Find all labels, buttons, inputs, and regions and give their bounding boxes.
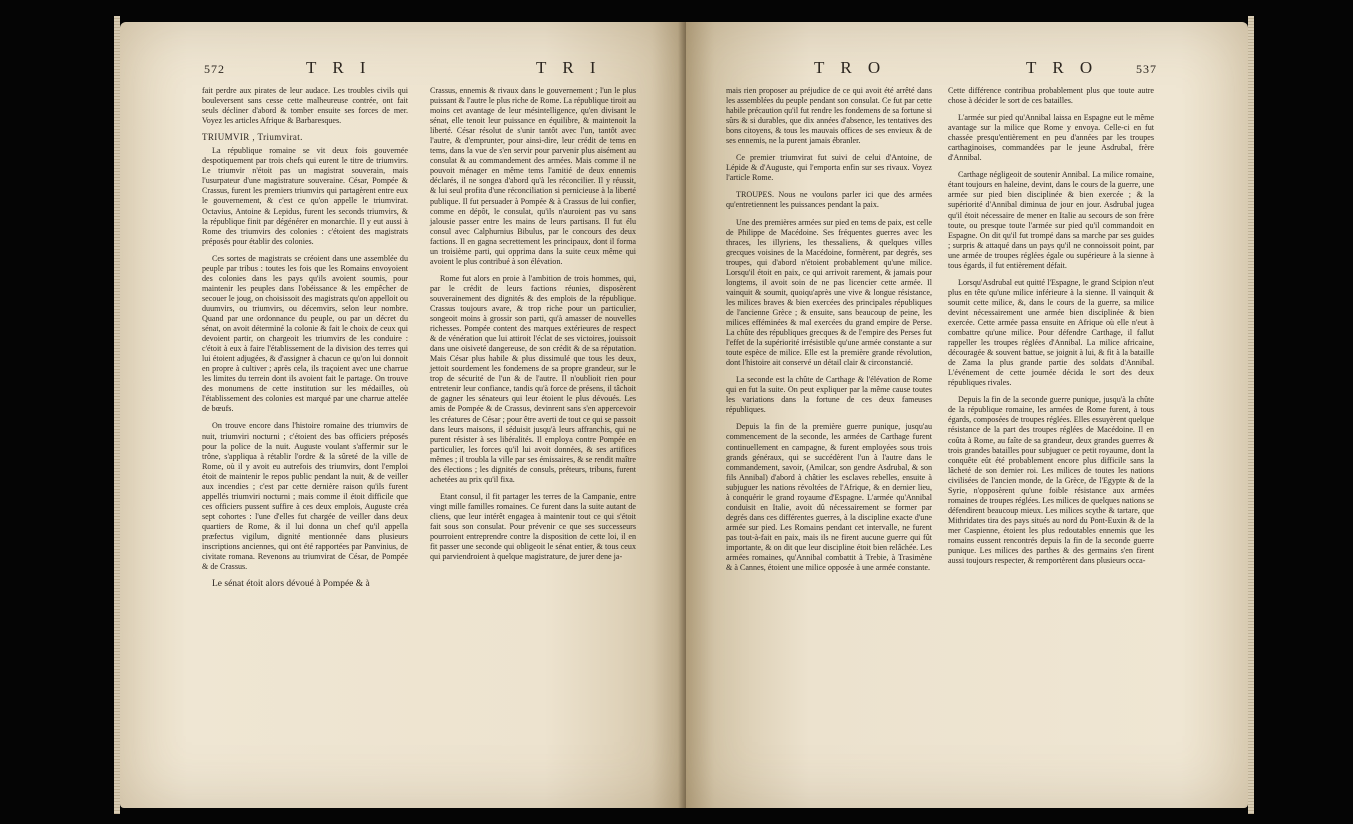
paragraph: Le sénat étoit alors dévoué à Pompée & à bbox=[212, 579, 370, 590]
article-heading: TRIUMVIR , Triumvirat. bbox=[202, 132, 303, 143]
left-column-2 bbox=[430, 86, 636, 562]
page-edges-right bbox=[1248, 16, 1254, 814]
paragraph: La seconde est la chûte de Carthage & l'élévation de Rome qui en fut la suite. On peut expliquer par la même cause toutes les variations dans la fortune de ces deux fameuses républiques. bbox=[726, 375, 932, 415]
right-running-head bbox=[686, 58, 1248, 80]
right-column-1 bbox=[726, 86, 932, 573]
right-page-number: 537 bbox=[1136, 62, 1157, 76]
paragraph: Depuis la fin de la seconde guerre punique, jusqu'à la chûte de la république romaine, les armées de Rome furent, à tous égards, composées de troupes réglées. Elles essuyèrent quelque résistance de la part des troupes réglées de Macédoine. Il en coûta à Rome, au faîte de sa grandeur, deux grandes guerres & trois grandes batailles pour subjuguer ce petit royaume, dont la conquête eût été probablement encore plus difficile sans la lâcheté de son dernier roi. Les milices de toutes les nations civilisées de l'ancien monde, de la Grèce, de l'Egypte & de la Syrie, n'opposèrent qu'une foible résistance aux armées romaines de troupes réglées. Les milices de quelques nations se défendirent beaucoup mieux. Les milices scythe & tartare, que Mithridates tira des pays situés au nord du Pont-Euxin & de la mer Caspienne, étoient les plus redoutables ennemis que les romains eussent rencontrés depuis la fin de la seconde guerre punique. Les milices des parthes & des germains s'en firent aussi toujours respecter, & remportèrent dans plusieurs occa- bbox=[948, 395, 1154, 566]
right-running-title-a: T R O bbox=[814, 58, 887, 77]
paragraph: L'armée sur pied qu'Annibal laissa en Espagne eut le même avantage sur la milice que Rome y envoya. Celle-ci en fut chassée presqu'entièrement en peu d'années par les troupes carthaginoises, commandées par le jeune Asdrubal, frère d'Annibal. bbox=[948, 113, 1154, 163]
left-column-1 bbox=[202, 86, 408, 590]
paragraph: Ces sortes de magistrats se créoient dans une assemblée du peuple par tribus : toutes les fois que les Romains envoyoient des colonies dans les pays qu'ils avoient soumis, pour maintenir les peuples dans l'obéissance & les empêcher de secouer le joug, on choisissoit des magistrats qu'on appelloit ou duumvirs, ou triumvirs, ou décemvirs, selon leur nombre. Quand par une ordonnance du peuple, ou par un décret du sénat, on avoit déterminé la colonie & fait le choix de ceux qui devoient partir, on chargeoit les triumvirs de les conduire : c'étoit à eux à faire l'établissement de la division des terres qui lui étoient adjugées, & d'assigner à chacun ce qu'on lui donnoit en propre à cultiver ; après cela, ils traçoient avec une charrue les limites du terrein dont ils avoient fait le partage. On trouve des monumens de cette institution sur les médailles, où l'établissement des colonies est marqué par une charrue attelée de bœufs. bbox=[202, 253, 408, 414]
paragraph: fait perdre aux pirates de leur audace. Les troubles civils qui bouleversent sans cesse cette malheureuse contrée, ont fait seuls décliner d'abord & tomber ensuite ses forces de mer. Voyez les articles Afrique & Barbaresques. bbox=[202, 86, 408, 126]
paragraph: Ce premier triumvirat fut suivi de celui d'Antoine, de Lépide & d'Auguste, qui l'emporta enfin sur ses rivaux. Voyez l'article Rome. bbox=[726, 153, 932, 183]
right-page bbox=[686, 22, 1248, 808]
paragraph: TROUPES. Nous ne voulons parler ici que des armées qu'entretiennent les puissances pendant la paix. bbox=[726, 190, 932, 210]
paragraph: La république romaine se vit deux fois gouvernée despotiquement par trois chefs qui eurent le titre de triumvirs. Le triumvir n'étoit pas un magistrat souverain, mais l'usurpateur d'une magistrature souveraine. César, Pompée & Crassus, furent les premiers triumvirs qui partagèrent entre eux le gouvernement, & c'est ce qu'on appelle le triumvirat. Octavius, Antoine & Lepidus, furent les seconds triumvirs, & la république finit par dégénérer en monarchie. Il y eut aussi à Rome des triumvirs des colonies : c'étoient des magistrats préposés pour établir des colonies. bbox=[202, 146, 408, 246]
open-book bbox=[120, 14, 1248, 814]
right-running-title-b: T R O bbox=[1026, 58, 1099, 77]
left-running-head bbox=[120, 58, 686, 80]
paragraph: Carthage négligeoit de soutenir Annibal. La milice romaine, étant toujours en haleine, devint, dans le cours de la guerre, une armée sur pied bien disciplinée & bien exercée ; & la supériorité d'Annibal diminua de jour en jour. Asdrubal jugea qu'il étoit nécessaire de mener en Italie au secours de son frère toute, ou presque toute l'armée sur pied qu'il commandoit en Espagne. On dit qu'il fut trompé dans sa marche par ses guides ; surpris & attaqué dans un pays qu'il ne connoissoit point, par une armée de troupes réglées égale ou supérieure à la sienne à tous égards, il fut entièrement défait. bbox=[948, 170, 1154, 270]
paragraph: mais rien proposer au préjudice de ce qui avoit été arrêté dans les assemblées du peuple pendant son consulat. Ce fut par cette habile précaution qu'il fut rendre les fondemens de sa fortune si sûrs & si durables, que dix années d'absence, les tentatives des bons citoyens, & tous les mauvais offices de ses envieux & de ses ennemis, ne la purent jamais ébranler. bbox=[726, 86, 932, 146]
left-running-title-b: T R I bbox=[536, 58, 602, 77]
paragraph: Depuis la fin de la première guerre punique, jusqu'au commencement de la seconde, les armées de Carthage furent continuellement en campagne, & furent employées sous trois grands généraux, qui se succédèrent l'un à l'autre dans le commandement, savoir, (Amilcar, son gendre Asdrubal, & son fils Annibal) d'abord à châtier les esclaves rebelles, ensuite à subjuguer les nations révoltées de l'Afrique, & en dernier lieu, à conquérir le grand royaume d'Espagne. L'armée qu'Annibal conduisit en Italie, avoit dû nécessairement se former par degrés dans ces différentes guerres, à la discipline exacte d'une armée sur pied. Les Romains pendant cet intervalle, ne furent pas tout-à-fait en paix, mais ils ne firent aucune guerre qui fût importante, & on dit que leur discipline étoit bien relâchée. Les armées romaines, qu'Annibal combattit à Trebie, à Trasimène & à Cannes, étoient une milice opposée à une armée constante. bbox=[726, 422, 932, 573]
paragraph: On trouve encore dans l'histoire romaine des triumvirs de nuit, triumviri nocturni ; c'étoient des bas officiers préposés pour la police de la nuit. Auguste voulant s'affermir sur le trône, s'appliqua à rétablir l'ordre & la sûreté de la ville de Rome, où il y avoit eu autrefois des triumvirs, dont l'emploi étoit de maintenir le repos public pendant la nuit, & de veiller aux incendies ; c'est par cette dernière raison qu'ils furent appellés triumviri nocturni ; mais comme il étoit difficile que ces officiers pussent suffire à ces deux emplois, Auguste créa sept cohortes : l'une d'elles fut chargée de veiller dans deux quartiers de Rome, & il lui donna un chef qu'il appella præfectus vigilum, dignité mentionnée dans plusieurs inscriptions anciennes, qui ont été rapportées par Panvinius, de civitate romana. Revenons au triumvirat de César, de Pompée & de Crassus. bbox=[202, 421, 408, 572]
paragraph: Crassus, ennemis & rivaux dans le gouvernement ; l'un le plus puissant & l'autre le plus riche de Rome. La république tiroit au moins cet avantage de leur mésintelligence, qu'en divisant le sénat, elle tenoit leur puissance en équilibre, & maintenoit la liberté. César résolut de s'unir tantôt avec l'un, tantôt avec l'autre, & d'emprunter, pour ainsi-dire, leur crédit de tems en tems, dans la vue de s'en servir pour parvenir plus aisément au consulat & au commandement des armées. Mais comme il ne pouvoit ménager en même tems l'amitié de deux ennemis déclarés, il ne songea d'abord qu'à les réconcilier. Il y réussit, & lui seul profita d'une réconciliation si pernicieuse à la liberté publique. Il fut persuader à Pompée & à Crassus de lui confier, comme en dépôt, le consulat, qu'ils n'auroient pas vu sans jalousie passer entre les mains de leurs partisans. Il fut élu consul avec Calphurnius Bibulus, par le concours des deux factions. Il en gagna secrettement les principaux, dont il forma un troisième parti, qui opprima dans la suite ceux même qui avoient le plus contribué à son élévation. bbox=[430, 86, 636, 266]
paragraph: Lorsqu'Asdrubal eut quitté l'Espagne, le grand Scipion n'eut plus en tête qu'une milice inférieure à la sienne. Il vainquit & soumit cette milice, &, dans le cours de la guerre, sa milice devint nécessairement une armée bien disciplinée & bien exercée. Cette armée passa ensuite en Afrique où elle n'eut à combattre qu'une milice. Pour défendre Carthage, il fallut rappeller les troupes réglées d'Annibal. La milice africaine, découragée & souvent battue, se joignit à lui, & fit à la bataille de Zama la plus grande partie des soldats d'Annibal. L'événement de cette journée décida le sort des deux républiques rivales. bbox=[948, 277, 1154, 388]
left-page-number: 572 bbox=[204, 62, 225, 76]
right-column-2 bbox=[948, 86, 1154, 566]
paragraph: Une des premières armées sur pied en tems de paix, est celle de Philippe de Macédoine. Ses fréquentes guerres avec les thraces, les illyriens, les thessaliens, & quelques villes grecques voisines de la Macédoine, formèrent, par degrés, ses troupes, qui d'abord n'étoient probablement qu'une milice. Lorsqu'il étoit en paix, ce qui arrivoit rarement, & jamais pour longtems, il avoit soin de ne pas licencier cette armée. Il vainquit & soumit, quoiqu'après une vive & longue résistance, les milices braves & bien exercées des principales républiques de l'ancienne Grèce ; & ensuite, sans beaucoup de peine, les milices efféminées & mal exercées du grand empire de Perse. La chûte des républiques grecques & de l'empire des Perses fut l'effet de la supériorité irrésistible qu'une armée constante a sur toute espèce de milice. Elle est la première grande révolution, dont l'histoire ait conservé un détail clair & circonstancié. bbox=[726, 217, 932, 368]
paragraph: Cette différence contribua probablement plus que toute autre chose à décider le sort de ces batailles. bbox=[948, 86, 1154, 106]
left-page bbox=[120, 22, 686, 808]
paragraph: Rome fut alors en proie à l'ambition de trois hommes, qui, par le crédit de leurs factions réunies, disposèrent souverainement des dignités & des emplois de la république. Crassus toujours avare, & trop riche pour un particulier, songeoit moins à grossir son parti, qu'à amasser de nouvelles richesses. Pompée content des marques extérieures de respect & de vénération que lui attiroit l'éclat de ses victoires, jouissoit dans une oisiveté dangereuse, de son crédit & de sa réputation. Mais César plus habile & plus dissimulé que tous les deux, jettoit sourdement les fondemens de sa propre grandeur, sur le trop de sécurité de l'un & de l'autre. Il n'oublioit rien pour entretenir leur confiance, tandis qu'à force de présens, il tâchoit de gagner les sénateurs qui leur étoient le plus dévoués. Les amis de Pompée & de Crassus, devinrent sans s'en appercevoir les créatures de César ; pour être averti de tout ce qui se passoit dans leurs maisons, il séduisit jusqu'à leurs affranchis, qui ne purent résister à ses libéralités. Il employa contre Pompée en particulier, les forces qu'il lui avoit données, & ses artifices mêmes ; il troubla la ville par ses émissaires, & se rendit maître des élections ; les dignités de consuls, préteurs, tribuns, furent achetées au prix qu'il fixa. bbox=[430, 273, 636, 484]
paragraph: Etant consul, il fit partager les terres de la Campanie, entre vingt mille familles romaines. Ce furent dans la suite autant de cliens, que leur intérêt engagea à maintenir tout ce qui s'étoit fait sous son consulat. Pour prévenir ce que ses successeurs pourroient entreprendre contre la disposition de cette loi, il en fit passer une seconde qui obligeoit le sénat entier, & tous ceux qui parviendroient à quelque magistrature, de jurer dene ja- bbox=[430, 491, 636, 562]
left-running-title-a: T R I bbox=[306, 58, 372, 77]
